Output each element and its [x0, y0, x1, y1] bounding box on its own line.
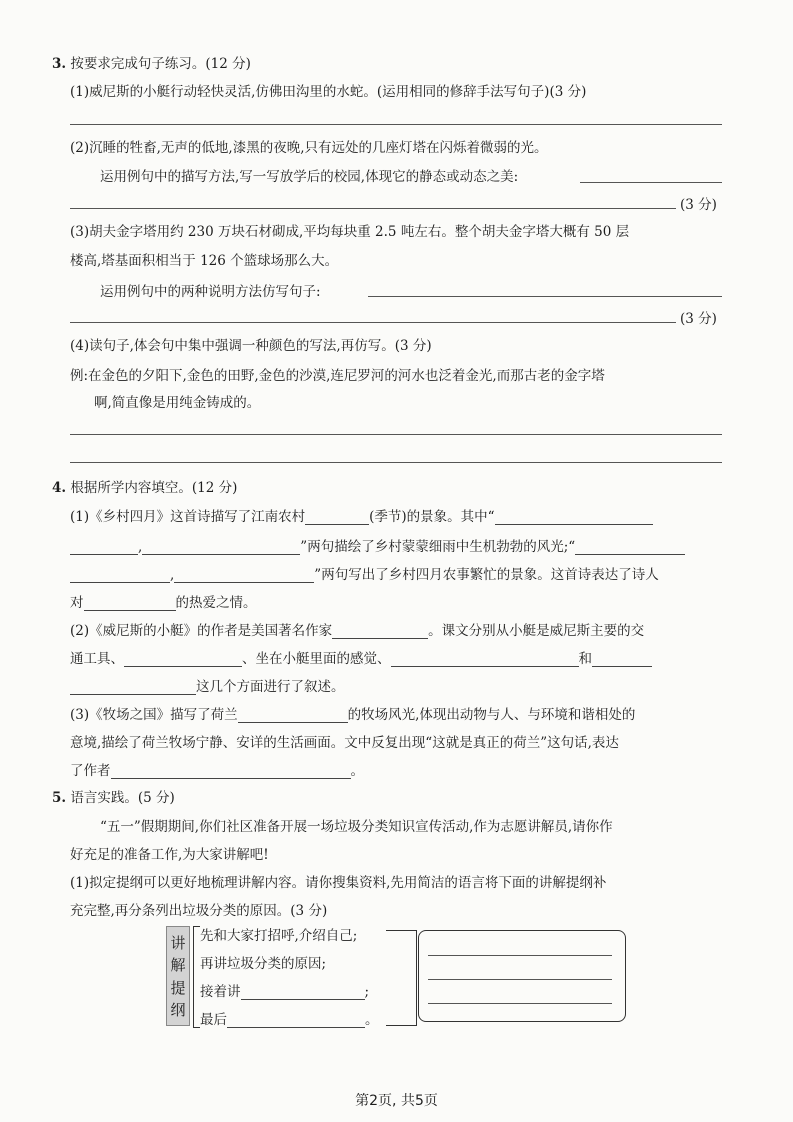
q4-text: 对 [70, 595, 84, 611]
answer-blank[interactable] [575, 540, 685, 555]
answer-blank[interactable] [111, 764, 351, 779]
q5-part1-line2: 充完整,再分条列出垃圾分类的原因。(3 分) [70, 903, 328, 919]
answer-blank[interactable] [391, 652, 579, 667]
outline-item-text: ; [364, 984, 370, 1000]
q4-number: 4. [52, 480, 67, 496]
q4-line4 [70, 591, 257, 611]
outline-bracket [193, 926, 200, 1028]
outline-item-1: 先和大家打招呼,介绍自己; [200, 928, 358, 944]
answer-line[interactable] [70, 322, 676, 323]
q4-line2 [70, 535, 685, 555]
q4-line5 [70, 619, 644, 639]
q3-part3-line1: (3)胡夫金字塔用约 230 万块石材砌成,平均每块重 2.5 吨左右。整个胡夫金字塔大概有 50 层 [70, 224, 630, 240]
q3-part4-example-line2: 啊,简直像是用纯金铸成的。 [94, 395, 261, 411]
q4-text: , [138, 539, 143, 555]
q3-part2-task: 运用例句中的描写方法,写一写放学后的校园,体现它的静态或动态之美: [100, 169, 519, 185]
answer-line[interactable] [368, 296, 722, 297]
answer-blank[interactable] [495, 510, 653, 525]
q4-text: , [170, 567, 175, 583]
q4-line9: 意境,描绘了荷兰牧场宁静、安详的生活画面。文中反复出现“这就是真正的荷兰”这句话,表达 [70, 735, 619, 751]
q3-part1: (1)威尼斯的小艇行动轻快灵活,仿佛田沟里的水蛇。(运用相同的修辞手法写句子)(3 分) [70, 84, 587, 100]
q4-title: 根据所学内容填空。(12 分) [70, 480, 238, 496]
q3-part3-task: 运用例句中的两种说明方法仿写句子: [100, 284, 321, 300]
answer-blank[interactable] [70, 680, 196, 695]
q4-line3 [70, 563, 659, 583]
answer-line[interactable] [70, 208, 676, 209]
q4-text: 这几个方面进行了叙述。 [196, 679, 345, 695]
q5-heading [52, 786, 175, 806]
answer-blank[interactable] [305, 510, 369, 525]
q5-part1-line1: (1)拟定提纲可以更好地梳理讲解内容。请你搜集资料,先用简洁的语言将下面的讲解提纲补 [70, 875, 607, 891]
outline-label-char: 纲 [170, 1001, 186, 1020]
q4-line8 [70, 703, 635, 723]
outline-item-text: 最后 [200, 1012, 227, 1028]
q4-text: 了作者 [70, 763, 111, 779]
outline-item-text: 接着讲 [200, 984, 241, 1000]
q4-text: 和 [578, 651, 592, 667]
answer-blank[interactable] [238, 708, 348, 723]
outline-item-4 [200, 1008, 379, 1028]
q3-part4-example-line1: 例:在金色的夕阳下,金色的田野,金色的沙漠,连尼罗河的河水也泛着金光,而那古老的金字塔 [70, 368, 605, 384]
q5-title: 语言实践。(5 分) [70, 790, 175, 806]
answer-blank[interactable] [70, 568, 170, 583]
reasons-answer-box[interactable] [418, 930, 626, 1022]
q4-text: (3)《牧场之国》描写了荷兰 [70, 707, 238, 723]
q4-text: (季节)的景象。其中“ [369, 509, 495, 525]
answer-blank[interactable] [70, 540, 138, 555]
answer-blank[interactable] [142, 540, 300, 555]
q4-text: 通工具、 [70, 651, 124, 667]
q3-part3-line2: 楼高,塔基面积相当于 126 个篮球场那么大。 [70, 253, 339, 269]
q5-intro-line1: “五一”假期期间,你们社区准备开展一场垃圾分类知识宣传活动,作为志愿讲解员,请你作 [100, 819, 613, 835]
q4-line10 [70, 759, 364, 779]
answer-blank[interactable] [84, 596, 176, 611]
q4-text: ”两句写出了乡村四月农事繁忙的景象。这首诗表达了诗人 [314, 567, 659, 583]
q3-part2-score: (3 分) [680, 197, 717, 213]
q5-number: 5. [52, 790, 67, 806]
q4-line6 [70, 647, 652, 667]
answer-blank[interactable] [124, 652, 242, 667]
answer-line[interactable] [428, 979, 612, 980]
answer-line[interactable] [70, 462, 722, 463]
q4-line1 [70, 505, 653, 525]
outline-connector [386, 930, 417, 1026]
answer-line[interactable] [70, 124, 722, 125]
q4-line7 [70, 675, 345, 695]
answer-line[interactable] [70, 434, 722, 435]
q4-text: 、坐在小艇里面的感觉、 [242, 651, 391, 667]
outline-item-2: 再讲垃圾分类的原因; [200, 956, 327, 972]
answer-blank[interactable] [332, 624, 428, 639]
q3-part2-example: (2)沉睡的牲畜,无声的低地,漆黑的夜晚,只有远处的几座灯塔在闪烁着微弱的光。 [70, 140, 548, 156]
answer-line[interactable] [428, 1003, 612, 1004]
answer-blank[interactable] [592, 652, 652, 667]
q3-heading [52, 52, 251, 72]
q3-part4: (4)读句子,体会句中集中强调一种颜色的写法,再仿写。(3 分) [70, 338, 432, 354]
outline-label-char: 讲 [170, 933, 186, 952]
answer-blank[interactable] [174, 568, 314, 583]
q3-part3-score: (3 分) [680, 311, 717, 327]
q3-number: 3. [52, 56, 67, 72]
q3-title: 按要求完成句子练习。(12 分) [70, 56, 251, 72]
q4-heading [52, 476, 237, 496]
outline-label-char: 解 [170, 956, 186, 975]
outline-label [166, 926, 190, 1026]
q4-text: 。 [350, 763, 364, 779]
answer-blank[interactable] [227, 1013, 365, 1028]
answer-line[interactable] [580, 182, 722, 183]
answer-line[interactable] [428, 955, 612, 956]
q4-text: (1)《乡村四月》这首诗描写了江南农村 [70, 509, 306, 525]
q4-text: 。课文分别从小艇是威尼斯主要的交 [428, 623, 645, 639]
answer-blank[interactable] [241, 985, 365, 1000]
outline-label-char: 提 [170, 978, 186, 997]
q4-text: 的牧场风光,体现出动物与人、与环境和谐相处的 [347, 707, 636, 723]
outline-item-3 [200, 980, 369, 1000]
q5-intro-line2: 好充足的准备工作,为大家讲解吧! [70, 847, 269, 863]
q4-text: ”两句描绘了乡村蒙蒙细雨中生机勃勃的风光;“ [300, 539, 576, 555]
outline-item-text: 。 [365, 1012, 379, 1028]
q4-text: 的热爱之情。 [175, 595, 257, 611]
q4-text: (2)《威尼斯的小艇》的作者是美国著名作家 [70, 623, 333, 639]
page-number: 第2页, 共5页 [355, 1093, 438, 1109]
